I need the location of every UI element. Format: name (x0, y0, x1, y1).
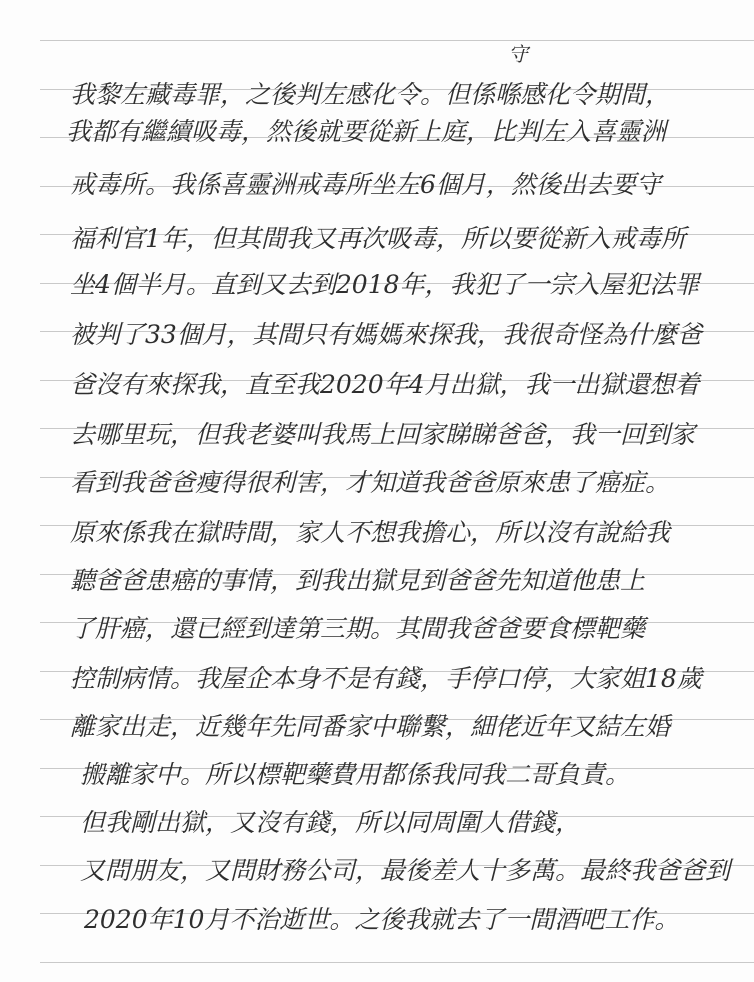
text-line-13: 控制病情。我屋企本身不是有錢，手停口停，大家姐18歲 (70, 664, 702, 693)
text-line-2: 我都有繼續吸毒，然後就要從新上庭，比判左入喜靈洲 (66, 117, 667, 146)
text-line-7: 爸沒有來探我，直至我2020年4月出獄，我一出獄還想着 (70, 370, 700, 399)
text-line-3: 戒毒所。我係喜靈洲戒毒所坐左6個月，然後出去要守 (70, 170, 661, 199)
text-line-12: 了肝癌，還已經到達第三期。其間我爸爸要食標靶藥 (70, 614, 646, 643)
text-line-15: 搬離家中。所以標靶藥費用都係我同我二哥負責。 (80, 760, 631, 789)
text-line-14: 離家出走，近幾年先同番家中聯繫，細佬近年又結左婚 (70, 712, 671, 741)
text-line-17: 又問朋友，又問財務公司，最後差人十多萬。最終我爸爸到 (80, 856, 731, 885)
text-line-16: 但我剛出獄，又沒有錢，所以同周圍人借錢， (80, 808, 581, 837)
text-line-11: 聽爸爸患癌的事情，到我出獄見到爸爸先知道他患上 (70, 566, 646, 595)
text-line-1: 我黎左藏毒罪，之後判左感化令。但係喺感化令期間， (70, 80, 671, 109)
text-line-9: 看到我爸爸瘦得很利害，才知道我爸爸原來患了癌症。 (70, 468, 671, 497)
insertion-mark: 守 (508, 42, 528, 66)
text-line-10: 原來係我在獄時間，家人不想我擔心，所以沒有說給我 (70, 518, 671, 547)
text-line-18: 2020年10月不治逝世。之後我就去了一間酒吧工作。 (84, 905, 680, 934)
text-line-4: 福利官1年，但其間我又再次吸毒，所以要從新入戒毒所 (70, 224, 686, 253)
text-line-8: 去哪里玩，但我老婆叫我馬上回家睇睇爸爸，我一回到家 (70, 420, 696, 449)
text-line-6: 被判了33個月，其間只有媽媽來探我，我很奇怪為什麼爸 (70, 320, 702, 349)
text-line-5: 坐4個半月。直到又去到2018年，我犯了一宗入屋犯法罪 (70, 270, 700, 299)
